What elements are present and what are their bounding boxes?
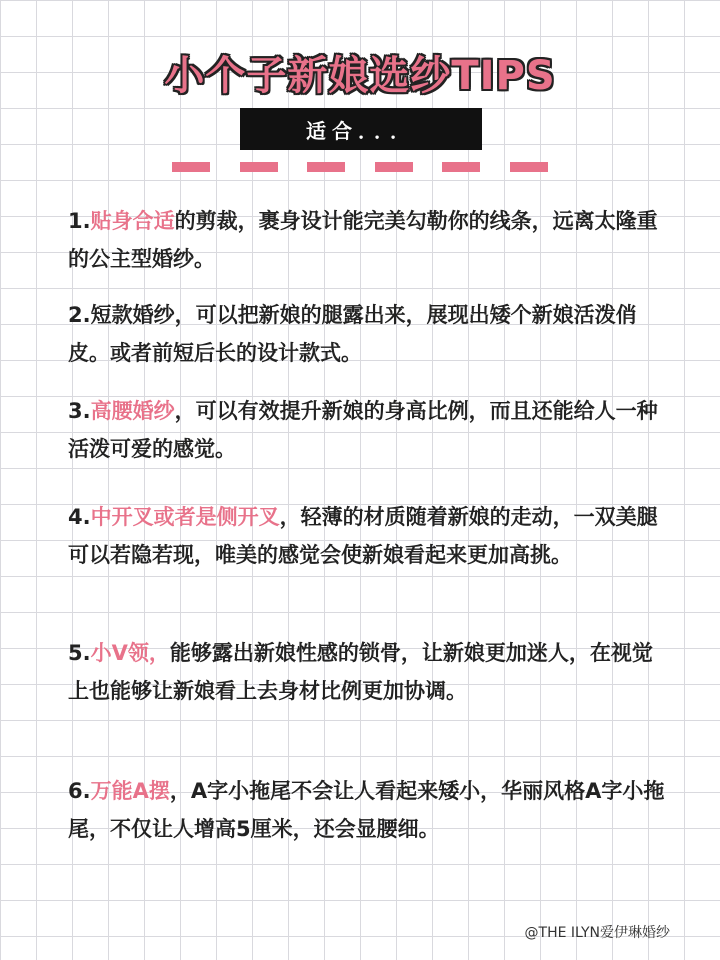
tip-number: 4. <box>68 505 91 529</box>
tip-text: 的剪裁，裹身设计能完美勾勒你的线条，远离太隆重的公主型婚纱。 <box>68 209 658 271</box>
tip-highlight: 中开叉或者是侧开叉 <box>90 505 280 529</box>
dash <box>375 162 413 172</box>
tip-number: 6. <box>68 779 91 803</box>
page-title: 小个子新娘选纱TIPS <box>164 53 556 99</box>
tip-highlight: 万能A摆 <box>90 779 170 803</box>
tip-item-6 <box>68 772 668 848</box>
tip-number: 3. <box>68 399 91 423</box>
dash <box>240 162 278 172</box>
dash <box>172 162 210 172</box>
tip-number: 5. <box>68 641 91 665</box>
tip-item-4 <box>68 498 668 574</box>
tip-highlight: 贴身合适 <box>90 209 175 233</box>
tip-text: ，可以有效提升新娘的身高比例，而且还能给人一种活泼可爱的感觉。 <box>68 399 658 461</box>
tip-number: 1. <box>68 209 91 233</box>
subtitle-bar: 适合．．． <box>240 108 482 150</box>
tip-item-3 <box>68 392 668 468</box>
tip-text: ，轻薄的材质随着新娘的走动，一双美腿可以若隐若现，唯美的感觉会使新娘看起来更加高挑。 <box>68 505 658 567</box>
tip-highlight: 高腰婚纱 <box>90 399 175 423</box>
dash-divider <box>172 162 548 174</box>
tip-text: 短款婚纱，可以把新娘的腿露出来，展现出矮个新娘活泼俏皮。或者前短后长的设计款式。 <box>68 303 637 365</box>
tip-text: 能够露出新娘性感的锁骨，让新娘更加迷人，在视觉上也能够让新娘看上去身材比例更加协调。 <box>68 641 653 703</box>
dash <box>307 162 345 172</box>
credit-watermark: @THE ILYN爱伊琳婚纱 <box>524 925 670 941</box>
tip-highlight: 小V领， <box>90 641 170 665</box>
dash <box>510 162 548 172</box>
tip-item-5 <box>68 634 668 710</box>
tip-number: 2. <box>68 303 91 327</box>
tip-text: ，A字小拖尾不会让人看起来矮小，华丽风格A字小拖尾，不仅让人增高5厘米，还会显腰细。 <box>68 779 665 841</box>
tip-item-1 <box>68 202 668 278</box>
dash <box>442 162 480 172</box>
tip-item-2 <box>68 296 668 372</box>
